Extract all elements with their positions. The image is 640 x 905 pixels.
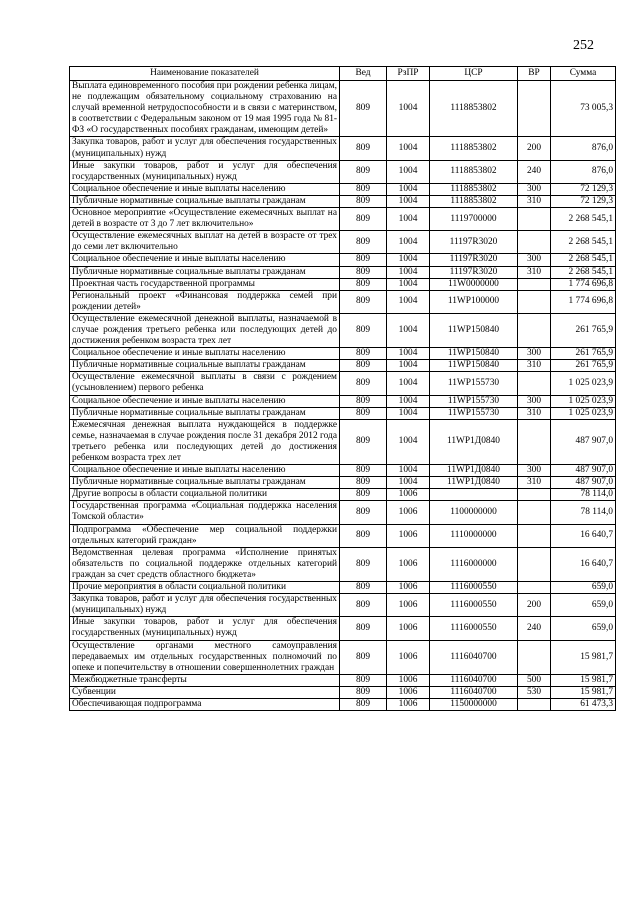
header-name: Наименование показателей xyxy=(70,67,340,81)
header-ved: Вед xyxy=(340,67,387,81)
row-name: Публичные нормативные социальные выплаты гражданам xyxy=(70,477,340,489)
row-csr: 1118853802 xyxy=(430,183,518,195)
row-rzpr: 1004 xyxy=(387,208,430,231)
table-row xyxy=(70,524,616,547)
row-vr: 300 xyxy=(518,183,551,195)
table-row xyxy=(70,360,616,372)
row-csr: 1110000000 xyxy=(430,524,518,547)
row-csr: 11WP150840 xyxy=(430,360,518,372)
row-name: Социальное обеспечение и иные выплаты населению xyxy=(70,254,340,266)
row-csr: 11WP1Д0840 xyxy=(430,465,518,477)
row-name: Другие вопросы в области социальной политики xyxy=(70,489,340,501)
row-csr: 1116040700 xyxy=(430,640,518,674)
row-ved: 809 xyxy=(340,524,387,547)
table-row xyxy=(70,501,616,524)
row-vr xyxy=(518,640,551,674)
row-name: Публичные нормативные социальные выплаты гражданам xyxy=(70,360,340,372)
row-name: Прочие мероприятия в области социальной политики xyxy=(70,582,340,594)
row-csr: 1116000000 xyxy=(430,547,518,581)
header-rzpr: РзПР xyxy=(387,67,430,81)
table-row xyxy=(70,278,616,290)
row-sum: 487 907,0 xyxy=(551,465,616,477)
row-rzpr: 1004 xyxy=(387,254,430,266)
row-sum: 487 907,0 xyxy=(551,477,616,489)
header-vr: ВР xyxy=(518,67,551,81)
row-rzpr: 1004 xyxy=(387,290,430,313)
row-name: Основное мероприятие «Осуществление ежемесячных выплат на детей в возрасте от 3 до 7 лет включительно» xyxy=(70,208,340,231)
row-csr: 11WP100000 xyxy=(430,290,518,313)
table-row xyxy=(70,674,616,686)
row-name: Подпрограмма «Обеспечение мер социальной поддержки отдельных категорий граждан» xyxy=(70,524,340,547)
row-ved: 809 xyxy=(340,594,387,617)
row-csr: 1100000000 xyxy=(430,501,518,524)
row-vr xyxy=(518,489,551,501)
table-row xyxy=(70,195,616,207)
row-vr xyxy=(518,547,551,581)
row-ved: 809 xyxy=(340,231,387,254)
table-row xyxy=(70,698,616,710)
table-row xyxy=(70,419,616,464)
row-ved: 809 xyxy=(340,313,387,347)
row-sum: 1 025 023,9 xyxy=(551,395,616,407)
row-vr xyxy=(518,313,551,347)
row-vr: 310 xyxy=(518,407,551,419)
row-rzpr: 1004 xyxy=(387,465,430,477)
row-rzpr: 1006 xyxy=(387,594,430,617)
row-csr: 11W0000000 xyxy=(430,278,518,290)
header-csr: ЦСР xyxy=(430,67,518,81)
row-sum: 72 129,3 xyxy=(551,183,616,195)
row-csr: 1116040700 xyxy=(430,686,518,698)
row-rzpr: 1006 xyxy=(387,489,430,501)
row-sum: 876,0 xyxy=(551,137,616,160)
row-vr xyxy=(518,231,551,254)
row-csr: 1118853802 xyxy=(430,137,518,160)
table-row xyxy=(70,477,616,489)
row-name: Публичные нормативные социальные выплаты гражданам xyxy=(70,195,340,207)
row-name: Публичные нормативные социальные выплаты гражданам xyxy=(70,266,340,278)
row-ved: 809 xyxy=(340,477,387,489)
row-vr: 300 xyxy=(518,395,551,407)
row-rzpr: 1004 xyxy=(387,419,430,464)
row-ved: 809 xyxy=(340,278,387,290)
row-rzpr: 1004 xyxy=(387,266,430,278)
row-name: Осуществление ежемесячных выплат на детей в возрасте от трех до семи лет включительно xyxy=(70,231,340,254)
table-row xyxy=(70,254,616,266)
row-ved: 809 xyxy=(340,640,387,674)
page-number: 252 xyxy=(573,38,594,53)
row-name: Социальное обеспечение и иные выплаты населению xyxy=(70,395,340,407)
row-rzpr: 1004 xyxy=(387,278,430,290)
row-sum: 2 268 545,1 xyxy=(551,266,616,278)
row-rzpr: 1004 xyxy=(387,313,430,347)
row-rzpr: 1006 xyxy=(387,640,430,674)
row-vr xyxy=(518,501,551,524)
row-ved: 809 xyxy=(340,266,387,278)
row-rzpr: 1004 xyxy=(387,348,430,360)
row-sum: 659,0 xyxy=(551,582,616,594)
row-rzpr: 1004 xyxy=(387,477,430,489)
row-name: Проектная часть государственной программы xyxy=(70,278,340,290)
row-ved: 809 xyxy=(340,489,387,501)
row-rzpr: 1004 xyxy=(387,372,430,395)
row-csr: 11WP1Д0840 xyxy=(430,419,518,464)
row-ved: 809 xyxy=(340,208,387,231)
row-name: Межбюджетные трансферты xyxy=(70,674,340,686)
row-csr: 11197R3020 xyxy=(430,231,518,254)
row-ved: 809 xyxy=(340,137,387,160)
row-sum: 261 765,9 xyxy=(551,348,616,360)
row-csr: 11197R3020 xyxy=(430,266,518,278)
row-name: Социальное обеспечение и иные выплаты населению xyxy=(70,183,340,195)
row-sum: 2 268 545,1 xyxy=(551,254,616,266)
row-name: Социальное обеспечение и иные выплаты населению xyxy=(70,465,340,477)
header-row xyxy=(70,67,616,81)
row-vr: 300 xyxy=(518,348,551,360)
row-ved: 809 xyxy=(340,183,387,195)
row-vr: 310 xyxy=(518,360,551,372)
row-sum: 73 005,3 xyxy=(551,81,616,137)
row-rzpr: 1004 xyxy=(387,160,430,183)
row-sum: 1 774 696,8 xyxy=(551,290,616,313)
row-sum: 261 765,9 xyxy=(551,313,616,347)
row-sum: 78 114,0 xyxy=(551,501,616,524)
budget-table xyxy=(69,66,616,711)
row-name: Ежемесячная денежная выплата нуждающейся в поддержке семье, назначаемая в случае рождения после 31 декабря 2012 года третьего ребенка или последующих детей до достижения ребенком возраста трех лет xyxy=(70,419,340,464)
row-csr: 11197R3020 xyxy=(430,254,518,266)
row-rzpr: 1006 xyxy=(387,501,430,524)
row-csr: 11WP150840 xyxy=(430,348,518,360)
table-row xyxy=(70,137,616,160)
row-rzpr: 1004 xyxy=(387,195,430,207)
row-ved: 809 xyxy=(340,465,387,477)
row-name: Осуществление органами местного самоуправления передаваемых им отдельных государственных полномочий по опеке и попечительству в отношении совершеннолетних граждан xyxy=(70,640,340,674)
row-csr: 1150000000 xyxy=(430,698,518,710)
table-row xyxy=(70,582,616,594)
row-sum: 1 025 023,9 xyxy=(551,407,616,419)
row-sum: 876,0 xyxy=(551,160,616,183)
row-ved: 809 xyxy=(340,160,387,183)
row-csr: 11WP1Д0840 xyxy=(430,477,518,489)
table-row xyxy=(70,489,616,501)
row-vr xyxy=(518,278,551,290)
row-vr xyxy=(518,290,551,313)
row-rzpr: 1004 xyxy=(387,231,430,254)
row-name: Закупка товаров, работ и услуг для обеспечения государственных (муниципальных) нужд xyxy=(70,137,340,160)
row-csr: 1118853802 xyxy=(430,195,518,207)
row-ved: 809 xyxy=(340,372,387,395)
row-csr: 11WP155730 xyxy=(430,395,518,407)
row-sum: 659,0 xyxy=(551,617,616,640)
table-row xyxy=(70,183,616,195)
table-row xyxy=(70,407,616,419)
table-header xyxy=(70,67,616,81)
row-sum: 2 268 545,1 xyxy=(551,208,616,231)
row-csr: 1118853802 xyxy=(430,81,518,137)
table-body xyxy=(70,81,616,711)
table-row xyxy=(70,594,616,617)
table-row xyxy=(70,290,616,313)
row-sum: 78 114,0 xyxy=(551,489,616,501)
row-vr: 200 xyxy=(518,137,551,160)
table-row xyxy=(70,348,616,360)
table-row xyxy=(70,372,616,395)
row-sum: 1 025 023,9 xyxy=(551,372,616,395)
row-csr: 1118853802 xyxy=(430,160,518,183)
row-csr: 11WP155730 xyxy=(430,407,518,419)
row-ved: 809 xyxy=(340,348,387,360)
row-vr xyxy=(518,419,551,464)
row-vr xyxy=(518,208,551,231)
row-rzpr: 1004 xyxy=(387,183,430,195)
table-row xyxy=(70,395,616,407)
row-rzpr: 1006 xyxy=(387,582,430,594)
row-csr: 1116000550 xyxy=(430,582,518,594)
row-name: Социальное обеспечение и иные выплаты населению xyxy=(70,348,340,360)
row-csr xyxy=(430,489,518,501)
row-vr: 310 xyxy=(518,266,551,278)
row-rzpr: 1004 xyxy=(387,407,430,419)
row-name: Региональный проект «Финансовая поддержка семей при рождении детей» xyxy=(70,290,340,313)
row-sum: 61 473,3 xyxy=(551,698,616,710)
row-vr: 530 xyxy=(518,686,551,698)
table-row xyxy=(70,686,616,698)
row-ved: 809 xyxy=(340,698,387,710)
row-vr: 240 xyxy=(518,617,551,640)
row-ved: 809 xyxy=(340,419,387,464)
table-row xyxy=(70,617,616,640)
table-row xyxy=(70,266,616,278)
row-sum: 15 981,7 xyxy=(551,686,616,698)
table-row xyxy=(70,465,616,477)
row-vr: 500 xyxy=(518,674,551,686)
row-csr: 1116040700 xyxy=(430,674,518,686)
table-row xyxy=(70,81,616,137)
row-ved: 809 xyxy=(340,81,387,137)
row-vr: 200 xyxy=(518,594,551,617)
row-sum: 487 907,0 xyxy=(551,419,616,464)
row-vr: 310 xyxy=(518,195,551,207)
row-name: Осуществление ежемесячной выплаты в связи с рождением (усыновлением) первого ребенка xyxy=(70,372,340,395)
row-ved: 809 xyxy=(340,547,387,581)
row-ved: 809 xyxy=(340,686,387,698)
row-rzpr: 1004 xyxy=(387,137,430,160)
row-sum: 15 981,7 xyxy=(551,640,616,674)
row-vr xyxy=(518,81,551,137)
row-vr xyxy=(518,582,551,594)
row-rzpr: 1004 xyxy=(387,395,430,407)
table-row xyxy=(70,160,616,183)
row-rzpr: 1006 xyxy=(387,686,430,698)
row-sum: 16 640,7 xyxy=(551,524,616,547)
table-row xyxy=(70,313,616,347)
row-name: Публичные нормативные социальные выплаты гражданам xyxy=(70,407,340,419)
row-rzpr: 1004 xyxy=(387,360,430,372)
row-rzpr: 1006 xyxy=(387,617,430,640)
row-sum: 16 640,7 xyxy=(551,547,616,581)
row-csr: 11WP150840 xyxy=(430,313,518,347)
row-sum: 1 774 696,8 xyxy=(551,278,616,290)
table-row xyxy=(70,547,616,581)
row-vr: 240 xyxy=(518,160,551,183)
row-ved: 809 xyxy=(340,254,387,266)
row-sum: 2 268 545,1 xyxy=(551,231,616,254)
row-rzpr: 1006 xyxy=(387,547,430,581)
row-vr xyxy=(518,372,551,395)
row-ved: 809 xyxy=(340,674,387,686)
row-vr xyxy=(518,524,551,547)
row-ved: 809 xyxy=(340,582,387,594)
row-ved: 809 xyxy=(340,617,387,640)
row-vr: 300 xyxy=(518,465,551,477)
row-name: Государственная программа «Социальная поддержка населения Томской области» xyxy=(70,501,340,524)
row-ved: 809 xyxy=(340,407,387,419)
row-ved: 809 xyxy=(340,360,387,372)
row-rzpr: 1006 xyxy=(387,698,430,710)
row-name: Иные закупки товаров, работ и услуг для обеспечения государственных (муниципальных) нужд xyxy=(70,617,340,640)
row-vr: 310 xyxy=(518,477,551,489)
row-csr: 11WP155730 xyxy=(430,372,518,395)
row-csr: 1116000550 xyxy=(430,617,518,640)
row-rzpr: 1004 xyxy=(387,81,430,137)
row-name: Закупка товаров, работ и услуг для обеспечения государственных (муниципальных) нужд xyxy=(70,594,340,617)
row-vr: 300 xyxy=(518,254,551,266)
row-csr: 1116000550 xyxy=(430,594,518,617)
row-vr xyxy=(518,698,551,710)
table-row xyxy=(70,208,616,231)
row-name: Ведомственная целевая программа «Исполнение принятых обязательств по социальной поддержке отдельных категорий граждан за счет средств областного бюджета» xyxy=(70,547,340,581)
row-ved: 809 xyxy=(340,290,387,313)
row-sum: 15 981,7 xyxy=(551,674,616,686)
row-name: Обеспечивающая подпрограмма xyxy=(70,698,340,710)
table-row xyxy=(70,231,616,254)
row-sum: 72 129,3 xyxy=(551,195,616,207)
row-name: Иные закупки товаров, работ и услуг для обеспечения государственных (муниципальных) нужд xyxy=(70,160,340,183)
table-row xyxy=(70,640,616,674)
row-sum: 659,0 xyxy=(551,594,616,617)
row-rzpr: 1006 xyxy=(387,524,430,547)
row-csr: 1119700000 xyxy=(430,208,518,231)
row-ved: 809 xyxy=(340,195,387,207)
row-ved: 809 xyxy=(340,501,387,524)
row-name: Выплата единовременного пособия при рождении ребенка лицам, не подлежащим обязательному социальному страхованию на случай временной нетрудоспособности и в связи с материнством, в соответствии с Федеральным законом от 19 мая 1995 года № 81-ФЗ «О государственных пособиях гражданам, имеющим детей» xyxy=(70,81,340,137)
row-rzpr: 1006 xyxy=(387,674,430,686)
row-name: Осуществление ежемесячной денежной выплаты, назначаемой в случае рождения третьего ребенка или последующих детей до достижения ребенком возраста трех лет xyxy=(70,313,340,347)
row-name: Субвенции xyxy=(70,686,340,698)
header-sum: Сумма xyxy=(551,67,616,81)
row-ved: 809 xyxy=(340,395,387,407)
row-sum: 261 765,9 xyxy=(551,360,616,372)
